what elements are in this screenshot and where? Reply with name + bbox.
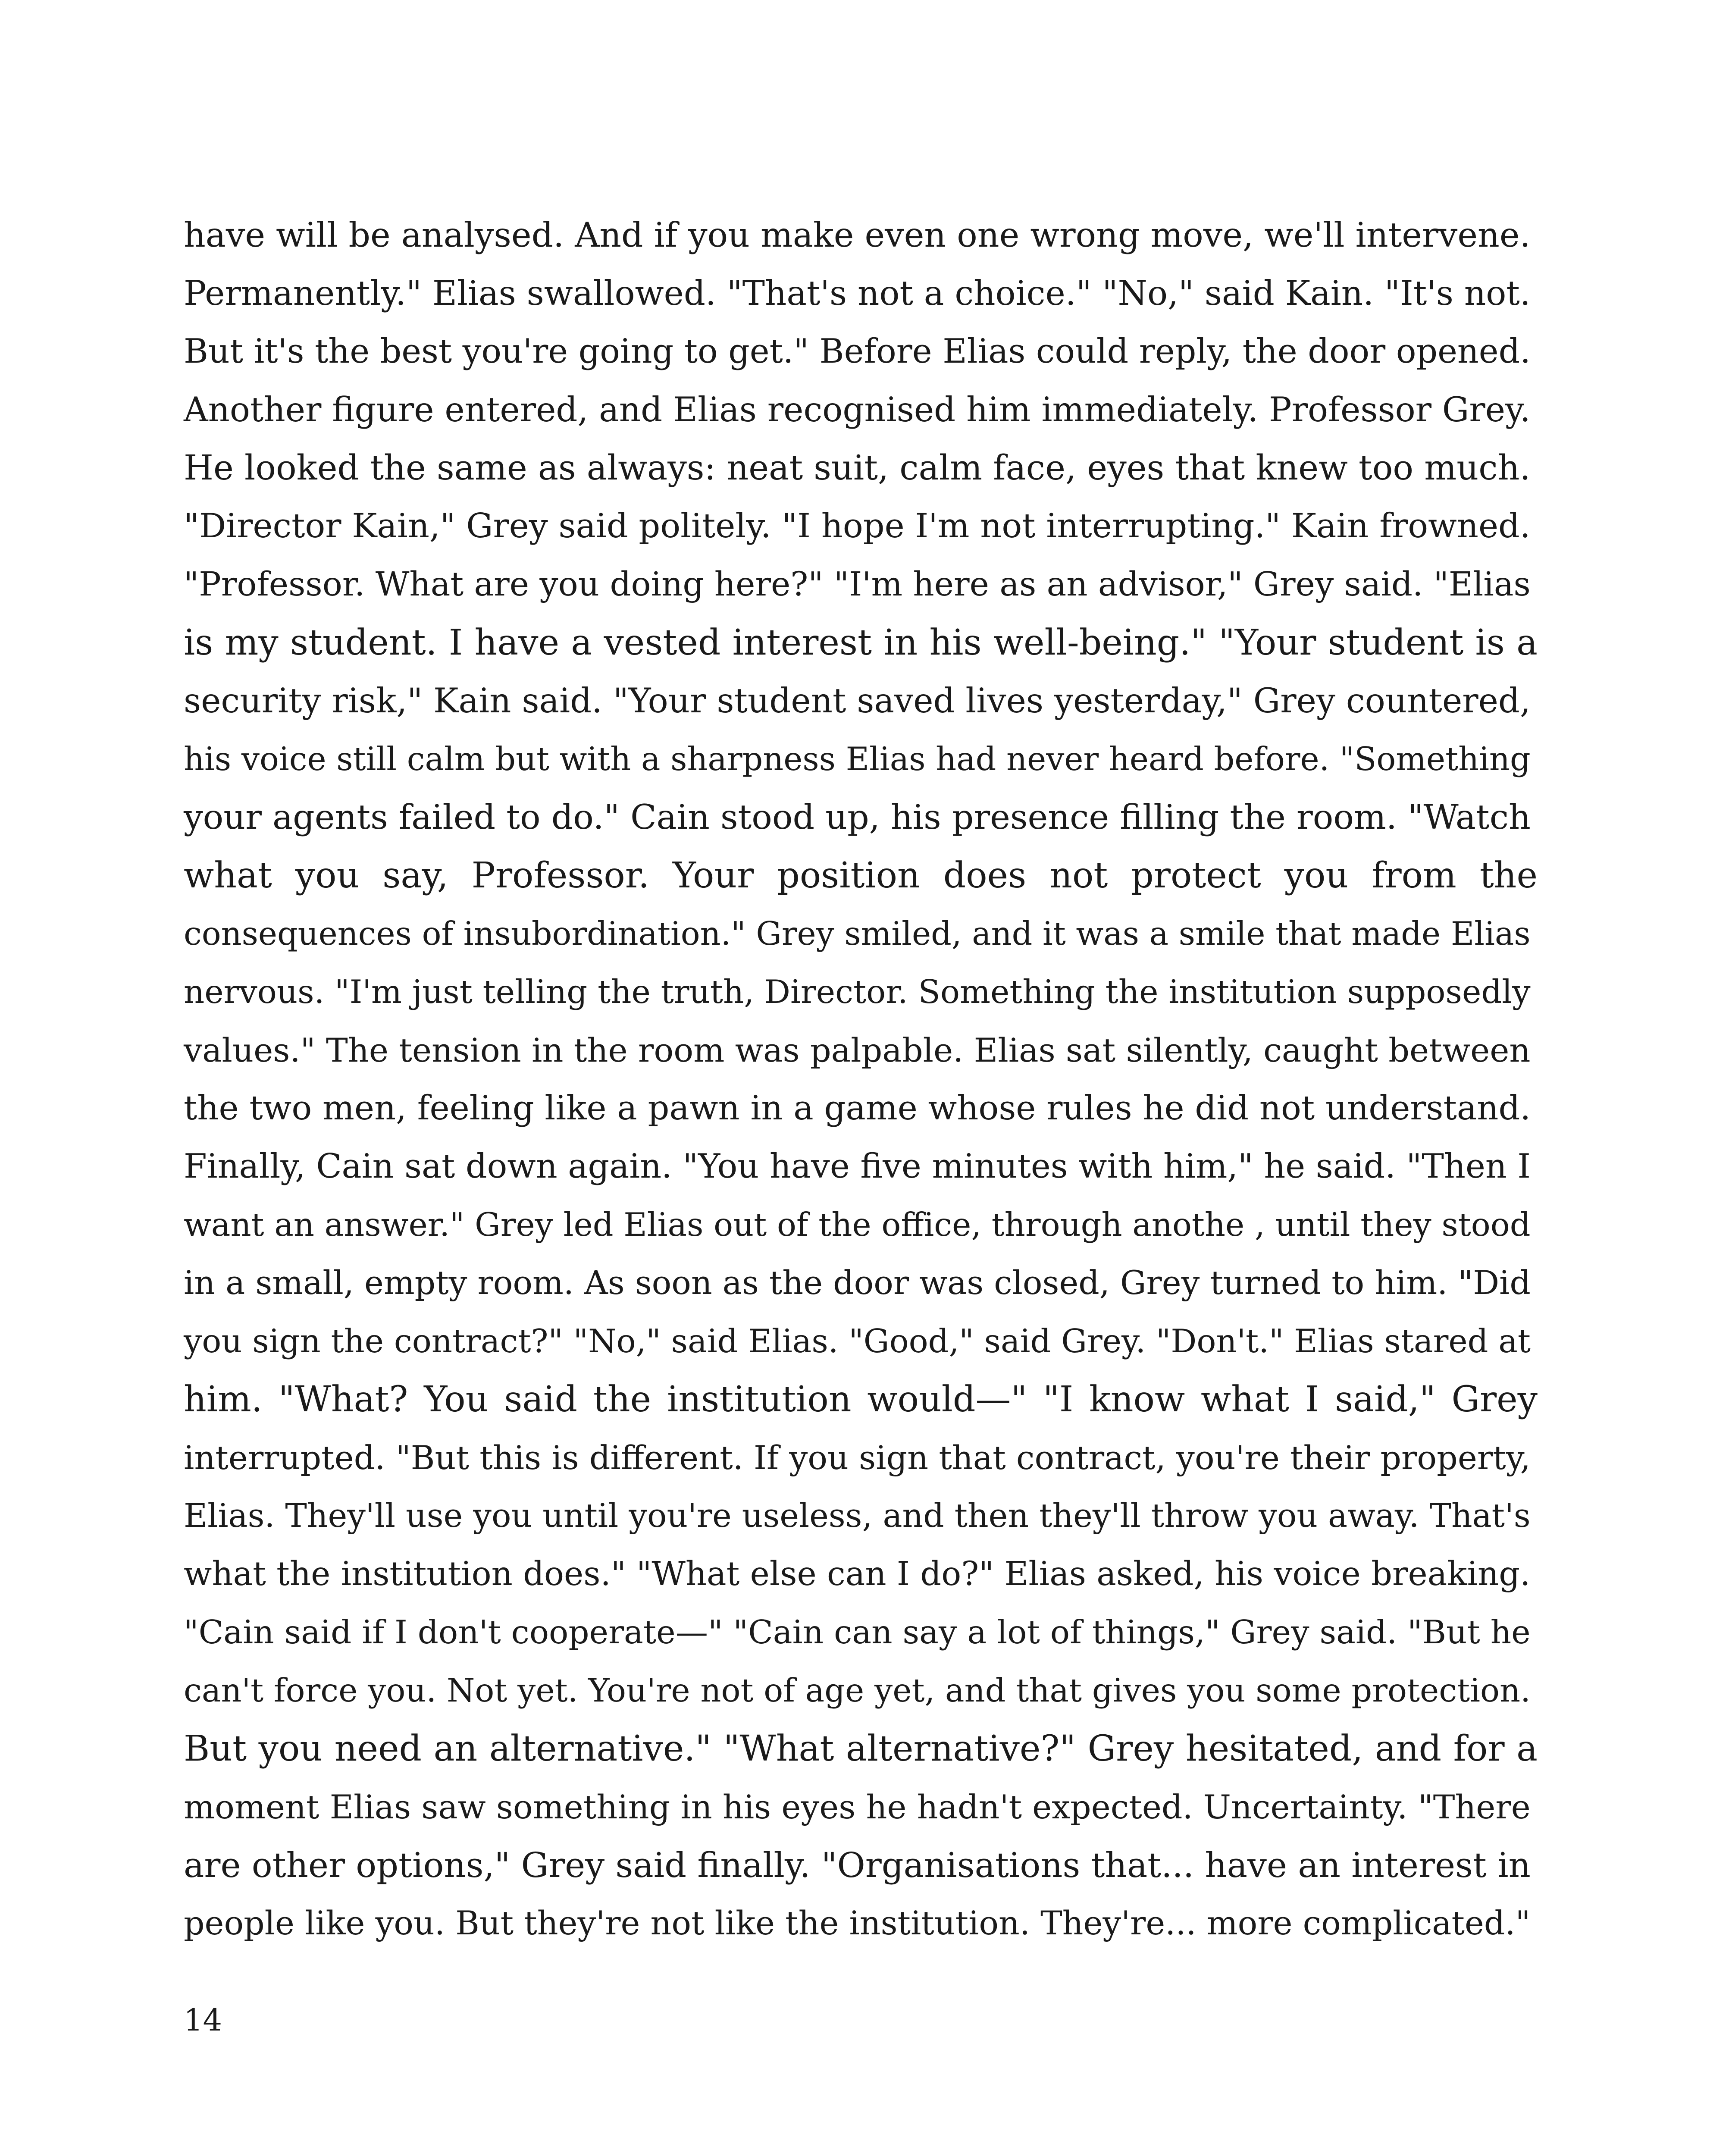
text-line: Another figure entered, and Elias recognised him immediately. Professor Grey. (184, 390, 1531, 429)
text-line: can't force you. Not yet. You're not of age yet, and that gives you some protection. (184, 1672, 1531, 1709)
text-line: "Cain said if I don't cooperate—" "Cain can say a lot of things," Grey said. "But he (184, 1613, 1531, 1651)
text-line: you sign the contract?" "No," said Elias. "Good," said Grey. "Don't." Elias stared at (184, 1322, 1531, 1360)
text-line: him. "What? You said the institution would—" "I know what I said," Grey (184, 1379, 1538, 1420)
text-line: nervous. "I'm just telling the truth, Director. Something the institution supposedly (184, 973, 1531, 1011)
text-line: values." The tension in the room was palpable. Elias sat silently, caught between (184, 1031, 1531, 1069)
text-line: security risk," Kain said. "Your student saved lives yesterday," Grey countered, (184, 681, 1531, 721)
text-line: interrupted. "But this is different. If you sign that contract, you're their property, (184, 1438, 1531, 1477)
text-line: what the institution does." "What else can I do?" Elias asked, his voice breaking. (184, 1555, 1531, 1593)
text-line: Elias. They'll use you until you're useless, and then they'll throw you away. That's (184, 1497, 1531, 1535)
text-line: want an answer." Grey led Elias out of the office, through anothe , until they stood (184, 1206, 1531, 1244)
text-line: is my student. I have a vested interest in his well-being." "Your student is a (184, 622, 1538, 663)
text-line: moment Elias saw something in his eyes he hadn't expected. Uncertainty. "There (184, 1788, 1531, 1826)
text-line: his voice still calm but with a sharpness Elias had never heard before. "Something (184, 740, 1531, 778)
text-line: people like you. But they're not like the institution. They're... more complicated." (184, 1904, 1531, 1942)
text-line: in a small, empty room. As soon as the door was closed, Grey turned to him. "Did (184, 1264, 1531, 1302)
text-line: He looked the same as always: neat suit, calm face, eyes that knew too much. (184, 448, 1531, 488)
text-line: "Professor. What are you doing here?" "I'm here as an advisor," Grey said. "Elias (184, 565, 1531, 604)
text-line: "Director Kain," Grey said politely. "I hope I'm not interrupting." Kain frowned. (184, 507, 1531, 545)
text-line: Finally, Cain sat down again. "You have five minutes with him," he said. "Then I (184, 1147, 1531, 1186)
body-text (184, 206, 1538, 1952)
text-line: Permanently." Elias swallowed. "That's not a choice." "No," said Kain. "It's not. (184, 274, 1531, 313)
text-line: are other options," Grey said finally. "Organisations that... have an interest in (184, 1845, 1531, 1885)
text-line: consequences of insubordination." Grey smiled, and it was a smile that made Elias (184, 915, 1531, 953)
text-line: the two men, feeling like a pawn in a game whose rules he did not understand. (184, 1089, 1531, 1128)
text-line: But you need an alternative." "What alternative?" Grey hesitated, and for a (184, 1728, 1538, 1769)
page-number: 14 (184, 2002, 222, 2038)
text-line: what you say, Professor. Your position does not protect you from the (184, 855, 1538, 896)
text-line: your agents failed to do." Cain stood up, his presence filling the room. "Watch (184, 797, 1531, 837)
text-line: But it's the best you're going to get." Before Elias could reply, the door opened. (184, 332, 1531, 371)
text-line: have will be analysed. And if you make even one wrong move, we'll intervene. (184, 215, 1531, 255)
